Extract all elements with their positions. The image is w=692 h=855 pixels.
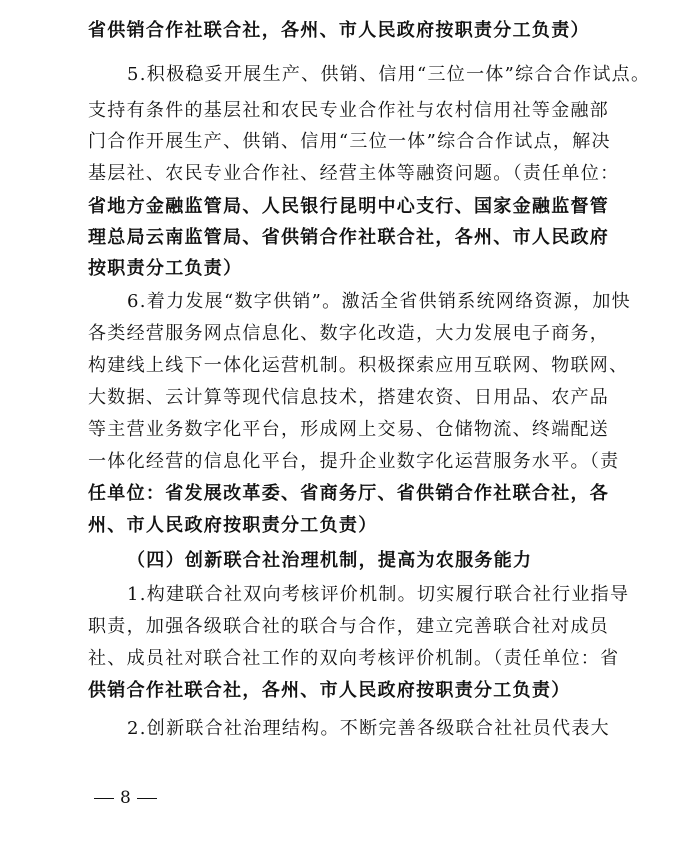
text-line-10: 各类经营服务网点信息化、数字化改造，大力发展电子商务， — [88, 323, 610, 344]
page-number-dash-right — [137, 798, 157, 799]
text-line-14: 一体化经营的信息化平台，提升企业数字化运营服务水平。（责 — [88, 451, 620, 472]
page-number-dash-left — [94, 798, 114, 799]
page-number — [88, 786, 163, 810]
text-line-20: 社、成员社对联合社工作的双向考核评价机制。（责任单位：省 — [88, 648, 620, 669]
text-line-22: 2.创新联合社治理结构。不断完善各级联合社社员代表大 — [127, 718, 610, 739]
text-line-12: 大数据、云计算等现代信息技术，搭建农资、日用品、农产品 — [88, 387, 610, 408]
text-line-9: 6.着力发展“数字供销”。激活全省供销系统网络资源，加快 — [127, 291, 631, 312]
text-line-13: 等主营业务数字化平台，形成网上交易、仓储物流、终端配送 — [88, 419, 610, 440]
text-line-3: 支持有条件的基层社和农民专业合作社与农村信用社等金融部 — [88, 100, 610, 121]
section-heading: （四）创新联合社治理机制，提高为农服务能力 — [127, 550, 533, 571]
text-line-8: 按职责分工负责） — [88, 258, 243, 279]
text-line-1: 省供销合作社联合社，各州、市人民政府按职责分工负责） — [88, 20, 590, 41]
text-line-11: 构建线上线下一体化运营机制。积极探索应用互联网、物联网、 — [88, 355, 629, 376]
text-line-19: 职责，加强各级联合社的联合与合作，建立完善联合社对成员 — [88, 616, 610, 637]
text-line-18: 1.构建联合社双向考核评价机制。切实履行联合社行业指导 — [127, 584, 630, 605]
text-line-5: 基层社、农民专业合作社、经营主体等融资问题。（责任单位： — [88, 163, 620, 184]
text-line-21: 供销合作社联合社，各州、市人民政府按职责分工负责） — [88, 680, 571, 701]
text-line-6: 省地方金融监管局、人民银行昆明中心支行、国家金融监督管 — [88, 196, 610, 217]
page-number-value: 8 — [120, 788, 131, 808]
text-line-16: 州、市人民政府按职责分工负责） — [88, 515, 378, 536]
text-line-15: 任单位：省发展改革委、省商务厅、省供销合作社联合社，各 — [88, 483, 610, 504]
text-line-7: 理总局云南监管局、省供销合作社联合社，各州、市人民政府 — [88, 227, 610, 248]
text-line-2: 5.积极稳妥开展生产、供销、信用“三位一体”综合合作试点。 — [127, 64, 651, 85]
text-line-4: 门合作开展生产、供销、信用“三位一体”综合合作试点，解决 — [88, 131, 611, 152]
